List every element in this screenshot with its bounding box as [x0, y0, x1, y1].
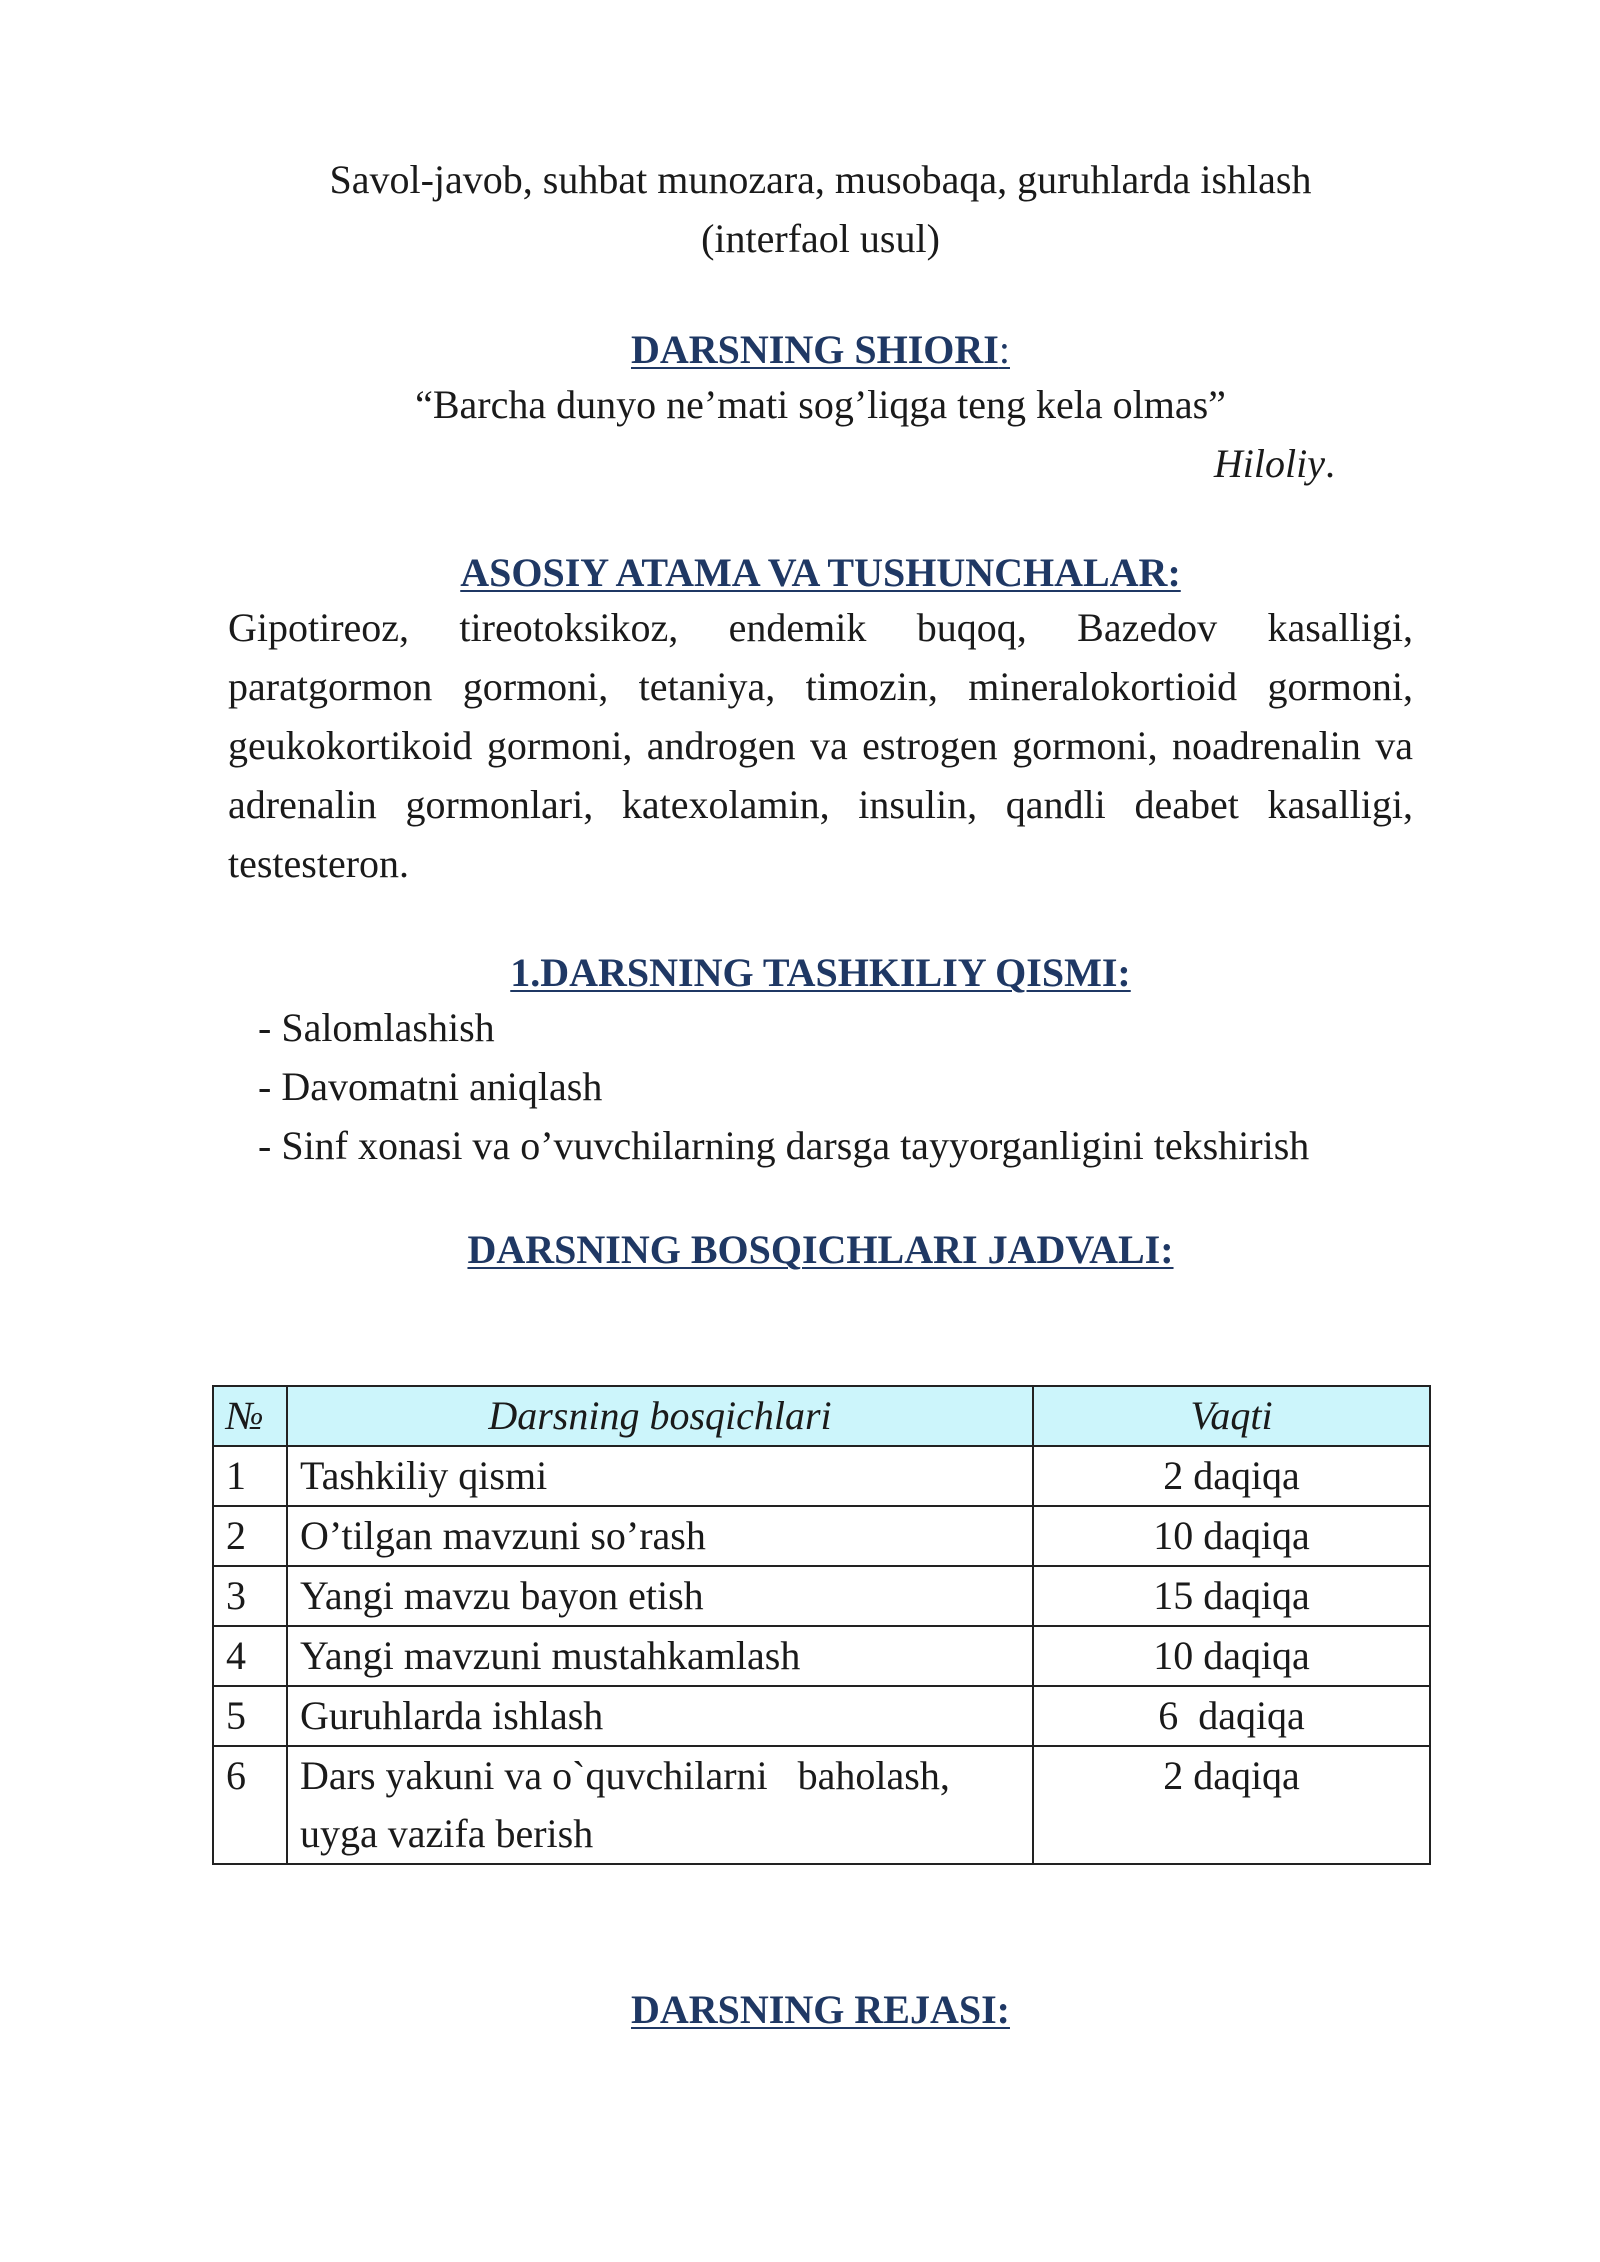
row-stage: Yangi mavzu bayon etish [287, 1566, 1033, 1626]
table-row [213, 1506, 1430, 1566]
header-time: Vaqti [1033, 1386, 1430, 1446]
row-stage: Dars yakuni va o`quvchilarni baholash, uyga vazifa berish [287, 1746, 1033, 1864]
table-row [213, 1566, 1430, 1626]
row-stage: O’tilgan mavzuni so’rash [287, 1506, 1033, 1566]
row-number: 4 [213, 1626, 287, 1686]
terms-heading: ASOSIY ATAMA VA TUSHUNCHALAR: [460, 550, 1181, 595]
row-stage: Yangi mavzuni mustahkamlash [287, 1626, 1033, 1686]
row-stage: Guruhlarda ishlash [287, 1686, 1033, 1746]
motto-quote: “Barcha dunyo ne’mati sog’liqga teng kela olmas” [415, 382, 1226, 427]
motto-heading: DARSNING SHIORI: [631, 327, 1010, 372]
methods-subline: (interfaol usul) [701, 216, 940, 261]
row-time: 10 daqiqa [1033, 1506, 1430, 1566]
row-time: 2 daqiqa [1033, 1746, 1430, 1864]
row-stage: Tashkiliy qismi [287, 1446, 1033, 1506]
list-item: - Sinf xonasi va o’vuvchilarning darsga tayyorganligini tekshirish [258, 1123, 1310, 1168]
row-number: 3 [213, 1566, 287, 1626]
stages-table [212, 1385, 1431, 1865]
terms-paragraph: Gipotireoz, tireotoksikoz, endemik buqoq, Bazedov kasalligi, paratgormon gormoni, tetaniya, timozin, mineralokortioid gormoni, geukokortikoid gormoni, androgen va estrogen gormoni, noadrenalin va adrenalin gormonlari, katexolamin, insulin, qandli deabet kasalligi, testesteron. [228, 605, 1413, 886]
row-number: 1 [213, 1446, 287, 1506]
table-row [213, 1686, 1430, 1746]
header-number: № [213, 1386, 287, 1446]
row-time: 2 daqiqa [1033, 1446, 1430, 1506]
row-number: 6 [213, 1746, 287, 1864]
row-time: 10 daqiqa [1033, 1626, 1430, 1686]
row-time: 15 daqiqa [1033, 1566, 1430, 1626]
methods-line: Savol-javob, suhbat munozara, musobaqa, guruhlarda ishlash [329, 157, 1312, 202]
motto-author: Hiloliy. [1213, 441, 1335, 486]
stages-heading: DARSNING BOSQICHLARI JADVALI: [467, 1227, 1174, 1272]
org-heading: 1.DARSNING TASHKILIY QISMI: [510, 950, 1131, 995]
row-number: 5 [213, 1686, 287, 1746]
table-row [213, 1446, 1430, 1506]
plan-section [228, 1985, 1413, 2035]
plan-heading: DARSNING REJASI: [631, 1987, 1010, 2032]
row-time: 6 daqiqa [1033, 1686, 1430, 1746]
table-row [213, 1626, 1430, 1686]
row-number: 2 [213, 1506, 287, 1566]
document-page [228, 150, 1413, 1275]
header-stage: Darsning bosqichlari [287, 1386, 1033, 1446]
list-item: - Salomlashish [258, 1005, 495, 1050]
org-list [228, 998, 1413, 1175]
table-row [213, 1746, 1430, 1864]
list-item: - Davomatni aniqlash [258, 1064, 603, 1109]
table-header-row [213, 1386, 1430, 1446]
